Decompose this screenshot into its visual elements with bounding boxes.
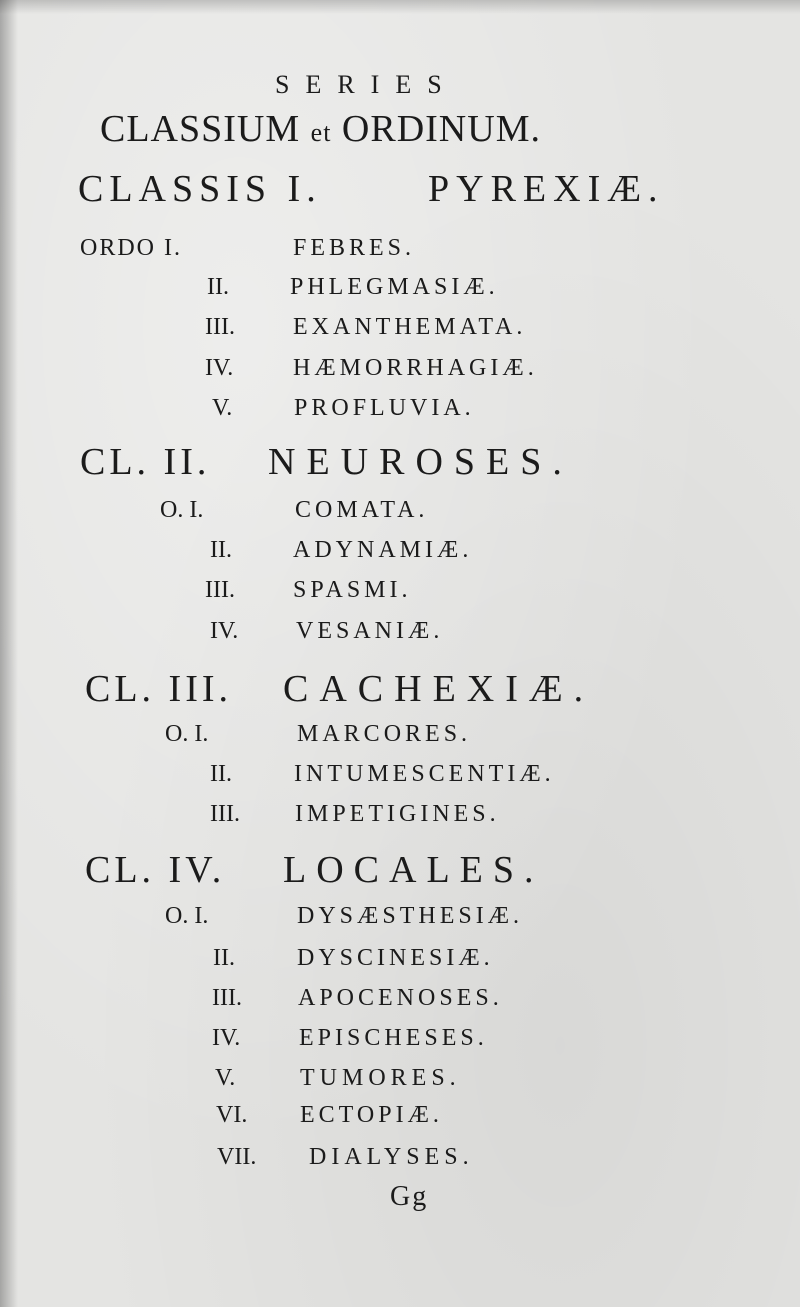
- class-2-order-4-name: VESANIÆ.: [296, 618, 444, 644]
- class-4-order-4-number: IV.: [212, 1025, 241, 1051]
- class-2-order-2-number: II.: [210, 537, 232, 563]
- class-2-number: CL. II.: [80, 441, 211, 483]
- class-3-order-2-name: INTUMESCENTIÆ.: [294, 761, 555, 787]
- class-3-order-3-number: III.: [210, 801, 240, 827]
- class-1-name: PYREXIÆ.: [428, 168, 665, 210]
- class-4-order-2-number: II.: [213, 945, 235, 971]
- class-2-order-4-number: IV.: [210, 618, 239, 644]
- class-4-order-3-name: APOCENOSES.: [298, 985, 503, 1011]
- class-4-order-7-number: VII.: [217, 1144, 257, 1170]
- catchword: Gg: [390, 1181, 429, 1212]
- class-4-order-3-number: III.: [212, 985, 242, 1011]
- subtitle-classium: CLASSIUM: [100, 108, 301, 150]
- page-edge-shadow: [0, 0, 18, 1307]
- class-3-order-2-number: II.: [210, 761, 232, 787]
- class-4-order-6-number: VI.: [216, 1102, 248, 1128]
- class-4-order-1-name: DYSÆSTHESIÆ.: [297, 903, 524, 929]
- class-2-order-3-name: SPASMI.: [293, 577, 412, 603]
- class-1-order-1-name: FEBRES.: [293, 235, 416, 261]
- page-top-shadow: [0, 0, 800, 14]
- class-2-name: NEUROSES.: [268, 441, 573, 483]
- class-1-order-4-name: HÆMORRHAGIÆ.: [293, 355, 538, 381]
- class-4-number: CL. IV.: [85, 849, 226, 891]
- page-heading-series: SERIES: [275, 70, 458, 99]
- class-1-order-4-number: IV.: [205, 355, 234, 381]
- class-3-number: CL. III.: [85, 668, 233, 710]
- class-3-order-1-number: O. I.: [165, 721, 209, 747]
- class-4-order-6-name: ECTOPIÆ.: [300, 1102, 443, 1128]
- class-1-order-5-name: PROFLUVIA.: [294, 395, 475, 421]
- class-4-order-2-name: DYSCINESIÆ.: [297, 945, 494, 971]
- class-1-order-3-number: III.: [205, 314, 235, 340]
- class-2-order-1-number: O. I.: [160, 497, 204, 523]
- class-2-order-1-name: COMATA.: [295, 497, 429, 523]
- subtitle-ordinum: ORDINUM.: [341, 108, 541, 150]
- class-4-order-4-name: EPISCHESES.: [299, 1025, 488, 1051]
- subtitle-et: et: [310, 118, 332, 147]
- class-1-order-1-number: ORDO I.: [80, 235, 182, 261]
- class-1-order-5-number: V.: [212, 395, 233, 421]
- class-4-order-5-name: TUMORES.: [300, 1065, 461, 1091]
- class-4-order-5-number: V.: [215, 1065, 236, 1091]
- class-2-order-2-name: ADYNAMIÆ.: [293, 537, 473, 563]
- class-2-order-3-number: III.: [205, 577, 235, 603]
- class-3-order-1-name: MARCORES.: [297, 721, 472, 747]
- class-3-name: CACHEXIÆ.: [283, 668, 595, 710]
- class-1-number: CLASSIS I.: [78, 168, 322, 210]
- page-subtitle: [100, 110, 541, 148]
- class-1-order-2-name: PHLEGMASIÆ.: [290, 274, 499, 300]
- class-4-name: LOCALES.: [283, 849, 544, 891]
- class-1-order-2-number: II.: [207, 274, 229, 300]
- class-4-order-1-number: O. I.: [165, 903, 209, 929]
- class-4-order-7-name: DIALYSES.: [309, 1144, 474, 1170]
- class-1-order-3-name: EXANTHEMATA.: [293, 314, 527, 340]
- class-3-order-3-name: IMPETIGINES.: [295, 801, 500, 827]
